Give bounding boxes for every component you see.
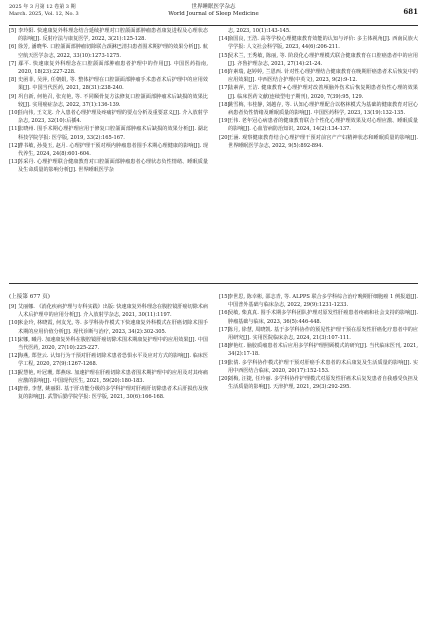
reference-number: [6] — [9, 44, 17, 51]
reference-entry — [9, 385, 208, 401]
reference-entry — [9, 76, 208, 92]
reference-text: 李玲阳. 快速康复外科理念结合延续护理对口腔颌面部肿瘤患者康复进程及心理状态的影响[J]. 反射疗法与康复医学, 2022, 3(21):125-128. — [18, 28, 208, 43]
reference-text: 姚雪梅, 韦桂静, 刘越存, 等. 认知心理护理配合以格林模式为基础的健康教育对冠心病患者负性情绪及睡眠质量的影响[J]. 中国医药科学, 2023, 13(19):132-135. — [228, 101, 418, 117]
reference-text: 王涵. 观察健康教育结合心理护理干预对前宫产产妇精神状态和睡眠质量的影响[J]. 世界睡眠医学杂志, 2022, 9(5):892-894. — [228, 134, 418, 149]
reference-entry — [219, 293, 418, 309]
reference-number: [16] — [219, 310, 230, 317]
bottom-left-column — [9, 293, 208, 623]
reference-text: 史函菲, 吴萍, 任朝娟, 等. 整体护理在口腔颌面部肿瘤手术患者术后护理中的应用效果[J]. 中国当代医药, 2021, 28(31):238-240. — [18, 77, 208, 92]
reference-entry — [9, 319, 208, 335]
reference-entry — [9, 369, 208, 385]
journal-title — [9, 4, 418, 18]
reference-text: 曹书敏, 孙曼玉, 赵月. 心理护理干预对颅内肿瘤患者围手术期心理健康的影响[J]. 现代养生, 2024, 24(8):601-604. — [18, 142, 208, 158]
reference-number: [19] — [219, 359, 230, 366]
reference-text: 海燕, 郑登云. 认知行为干预对肝癌切除术患者恐惧水平及应对方式的影响[J]. 临床医学工程, 2020, 27(9):1267-1268. — [18, 353, 208, 368]
reference-number: [17] — [219, 85, 230, 92]
top-right-reference-list — [219, 27, 418, 150]
reference-text: 刘梅, 汪捷, 任玲丽. 多学科协作护理模式对原发性肝癌术后复发患者自我感受负担及生活质量的影响[J]. 天津护理, 2021, 29(3):292-295. — [228, 376, 418, 391]
issue-info-cn: 2025 年 3 月第 12 卷第 3 期 — [9, 4, 76, 10]
reference-entry — [219, 309, 418, 325]
top-left-reference-list — [9, 27, 208, 175]
bottom-right-column — [219, 293, 418, 623]
reference-entry — [219, 52, 418, 68]
reference-entry — [219, 27, 418, 35]
reference-entry — [219, 342, 418, 358]
journal-title-en: World Journal of Sleep Medicine — [168, 11, 259, 17]
reference-entry — [219, 117, 418, 133]
reference-entry — [9, 158, 208, 174]
reference-number: [17] — [219, 326, 230, 333]
reference-number: [15] — [219, 52, 230, 59]
page-header — [9, 3, 418, 25]
issue-info-en: March. 2025, Vol. 12, No. 3 — [9, 11, 79, 17]
reference-entry — [219, 375, 418, 391]
reference-text: 艾丽娜. 《消化疾病护理与专科实践》出版: 快速康复外科理念在腹腔镜肝癌切除术病人术后护理中的应用分析[J]. 介入放射学杂志, 2021, 30(11):1197. — [18, 304, 208, 319]
reference-entry — [9, 109, 208, 125]
reference-entry — [9, 142, 208, 158]
reference-text: 俞国良, 王浩. 高等学校心理健康教育效能的认知与评价: 多主体视角[J]. 西南民族大学学报: 人文社会科学版, 2023, 44(6):206-211. — [228, 36, 418, 51]
reference-number: [8] — [9, 77, 17, 84]
reference-number: [7] — [9, 60, 17, 67]
reference-text: 廖艳红. 脑胶质瘤患者术后应用多学科护理照顾模式的研究[J]. 当代临床医刊, 2021, 34(2):17-18. — [228, 343, 418, 358]
reference-number: [18] — [219, 343, 230, 350]
reference-entry — [9, 43, 208, 59]
reference-text: 鄢平. 快速康复外科理念在口腔颌面部肿瘤患者护理中的作用[J]. 中国医药指南, 2020, 18(23):227-228. — [18, 60, 208, 76]
reference-text: 张晓州. 围手术期心理护理应用于修复口腔颌面部肿瘤术后缺损的效果分析[J]. 湖北科技学院学报: 医学版, 2019, 33(2):165-167. — [18, 126, 208, 141]
reference-entry — [219, 326, 418, 342]
reference-entry — [219, 359, 418, 375]
reference-text: 志, 2023, 10(1):143-145. — [228, 28, 291, 34]
continuation-label: (上接第 677 页) — [9, 294, 50, 300]
journal-title-cn: 世界睡眠医学杂志 — [191, 4, 236, 10]
reference-entry — [9, 303, 208, 319]
header-rule — [9, 25, 418, 26]
reference-text: 徐芳, 潘晓华. 口腔颌面部肿瘤切除联合颈淋巴清扫患者围术期护理的效果分析[J]. 航空航天医学杂志, 2022, 33(10):1273-1275. — [18, 44, 208, 59]
reference-text: 祝慧艳, 叶冠珊, 郑燕琼. 加速护理在肝癌切除术患者围术期护理中的应用及对其疼痛应激的影响[J]. 中国现代医生, 2021, 59(20):180-183. — [18, 369, 208, 384]
reference-number: [10] — [9, 110, 20, 117]
reference-number: [20] — [219, 376, 230, 383]
reference-text: 唐蓉, 李慧, 姚丽阳. 基于肝功能分级的多学科护理对肝癌肝切除患者术后肝损伤及恢复的影响[J]. 武警后勤学院学报: 医学版, 2021, 30(6):166-168. — [18, 386, 208, 401]
reference-entry — [9, 60, 208, 76]
reference-number: [14] — [219, 36, 230, 43]
reference-number: [9] — [9, 93, 17, 100]
top-left-column — [9, 27, 208, 280]
reference-number: [20] — [219, 134, 230, 141]
reference-number: [11] — [9, 336, 20, 343]
reference-text: 吴术兰, 王秀敏, 陈丽, 等. 阶段化心理护理模式联合健康教育在口腔癌患者中的应用[J]. 齐鲁护理杂志, 2021, 27(14):21-24. — [228, 52, 418, 67]
reference-entry — [219, 68, 418, 84]
reference-text: 陈月, 徐慧, 周晓凯. 基于多学科协作的预见性护理干预在原发性肝癌化疗患者中的应用研究[J]. 实用医院临床杂志, 2024, 21(3):107-111. — [228, 326, 418, 342]
reference-entry — [219, 134, 418, 150]
reference-entry — [9, 93, 208, 109]
reference-text: 吴敏, 柴真真. 围手术期多学科团队护理对原发性肝癌患者疼痛和社会支持的影响[J]. 肿瘤基础与临床, 2023, 36(5):446-448. — [228, 310, 418, 325]
reference-text: 陆素萍, 王洁. 健康教育+心理护理对改善颅脑外伤术后恢复期患者负性心理的效果[J]. 临床医药文献(连续型电子期刊), 2020, 7(39):95, 129. — [228, 85, 418, 100]
reference-number: [10] — [9, 320, 20, 327]
reference-number: [19] — [219, 118, 230, 125]
reference-entry — [9, 27, 208, 43]
reference-number: [14] — [9, 386, 20, 393]
reference-number: [15] — [219, 294, 230, 300]
bottom-left-reference-list — [9, 303, 208, 401]
reference-entry — [9, 352, 208, 368]
reference-text: 米金玲, 林晓霞, 何友光, 等. 多学科协作模式下快速康复外科模式在肝癌切除术围手术期的应用价值分析[J]. 现代诊断与治疗, 2023, 34(2):302-305. — [18, 320, 208, 335]
reference-entry — [9, 336, 208, 352]
reference-entry — [9, 125, 208, 141]
reference-entry — [219, 101, 418, 117]
page-number: 681 — [403, 7, 418, 16]
reference-number: [13] — [9, 159, 20, 166]
section-divider — [9, 283, 418, 284]
reference-number: [12] — [9, 142, 20, 149]
reference-text: 任向伟, 王文龙. 介入患者心理护理及疼痛护理的要点分析及重要意义[J]. 介入放射学杂志, 2023, 32(10):后插4. — [18, 110, 208, 125]
reference-text: 李世思, 陈幸彬, 邵志青, 等. ALPPS 联合多学科综合治疗晚期肝细胞癌 1 例报道[J]. 中国普外基础与临床杂志, 2022, 29(9):1231-1233. — [228, 294, 418, 309]
top-right-column — [219, 27, 418, 280]
reference-text: 苏采丹. 心理护理联合健康教育对口腔颌面部肿瘤患者心理状态负性情绪、睡眠质量及生命质量的影响分析[J]. 世界睡眠医学杂 — [18, 159, 208, 174]
reference-number: [11] — [9, 126, 20, 133]
reference-number: [9] — [9, 304, 17, 310]
reference-text: 巩自新, 何艳召, 张克艳, 等. 不同颞骨复方法修复口腔颌面部肿瘤术后缺损的效果比较[J]. 实用癌症杂志, 2022, 37(1):136-139. — [18, 93, 208, 108]
bottom-right-reference-list — [219, 293, 418, 391]
reference-entry — [219, 84, 418, 100]
reference-number: [12] — [9, 353, 20, 360]
reference-text: 宋娜, 曦丹. 加速康复外科在腹腔镜肝癌切除术围术期康复护理中的应用效果[J]. 中国当代医药, 2020, 27(10):225-227. — [18, 336, 208, 352]
reference-number: [13] — [9, 369, 20, 376]
reference-text: 张倩. 多学科协作模式护理干预对肝癌手术患者的术后康复及生活质量的影响[J]. 实用中西医结合临床, 2020, 20(17):152-153. — [228, 359, 418, 374]
reference-entry — [219, 35, 418, 51]
reference-text: 王伟. 老年冠心病患者的健康教育联合个性化心理护理效果及对心理应激、睡眠质量的影响[J]. 心血管病防治知识, 2024, 14(2):134-137. — [228, 118, 418, 133]
reference-number: [18] — [219, 101, 230, 108]
reference-text: 许素瑞, 赵婷婷, 兰恩西. 针对性心理护理结合健康教育在晚期肝癌患者术后恢复中的应用效果[J]. 中西医结合护理(中英文), 2023, 9(2):9-12. — [228, 69, 418, 84]
reference-number: [5] — [9, 28, 17, 34]
reference-number: [16] — [219, 69, 230, 76]
